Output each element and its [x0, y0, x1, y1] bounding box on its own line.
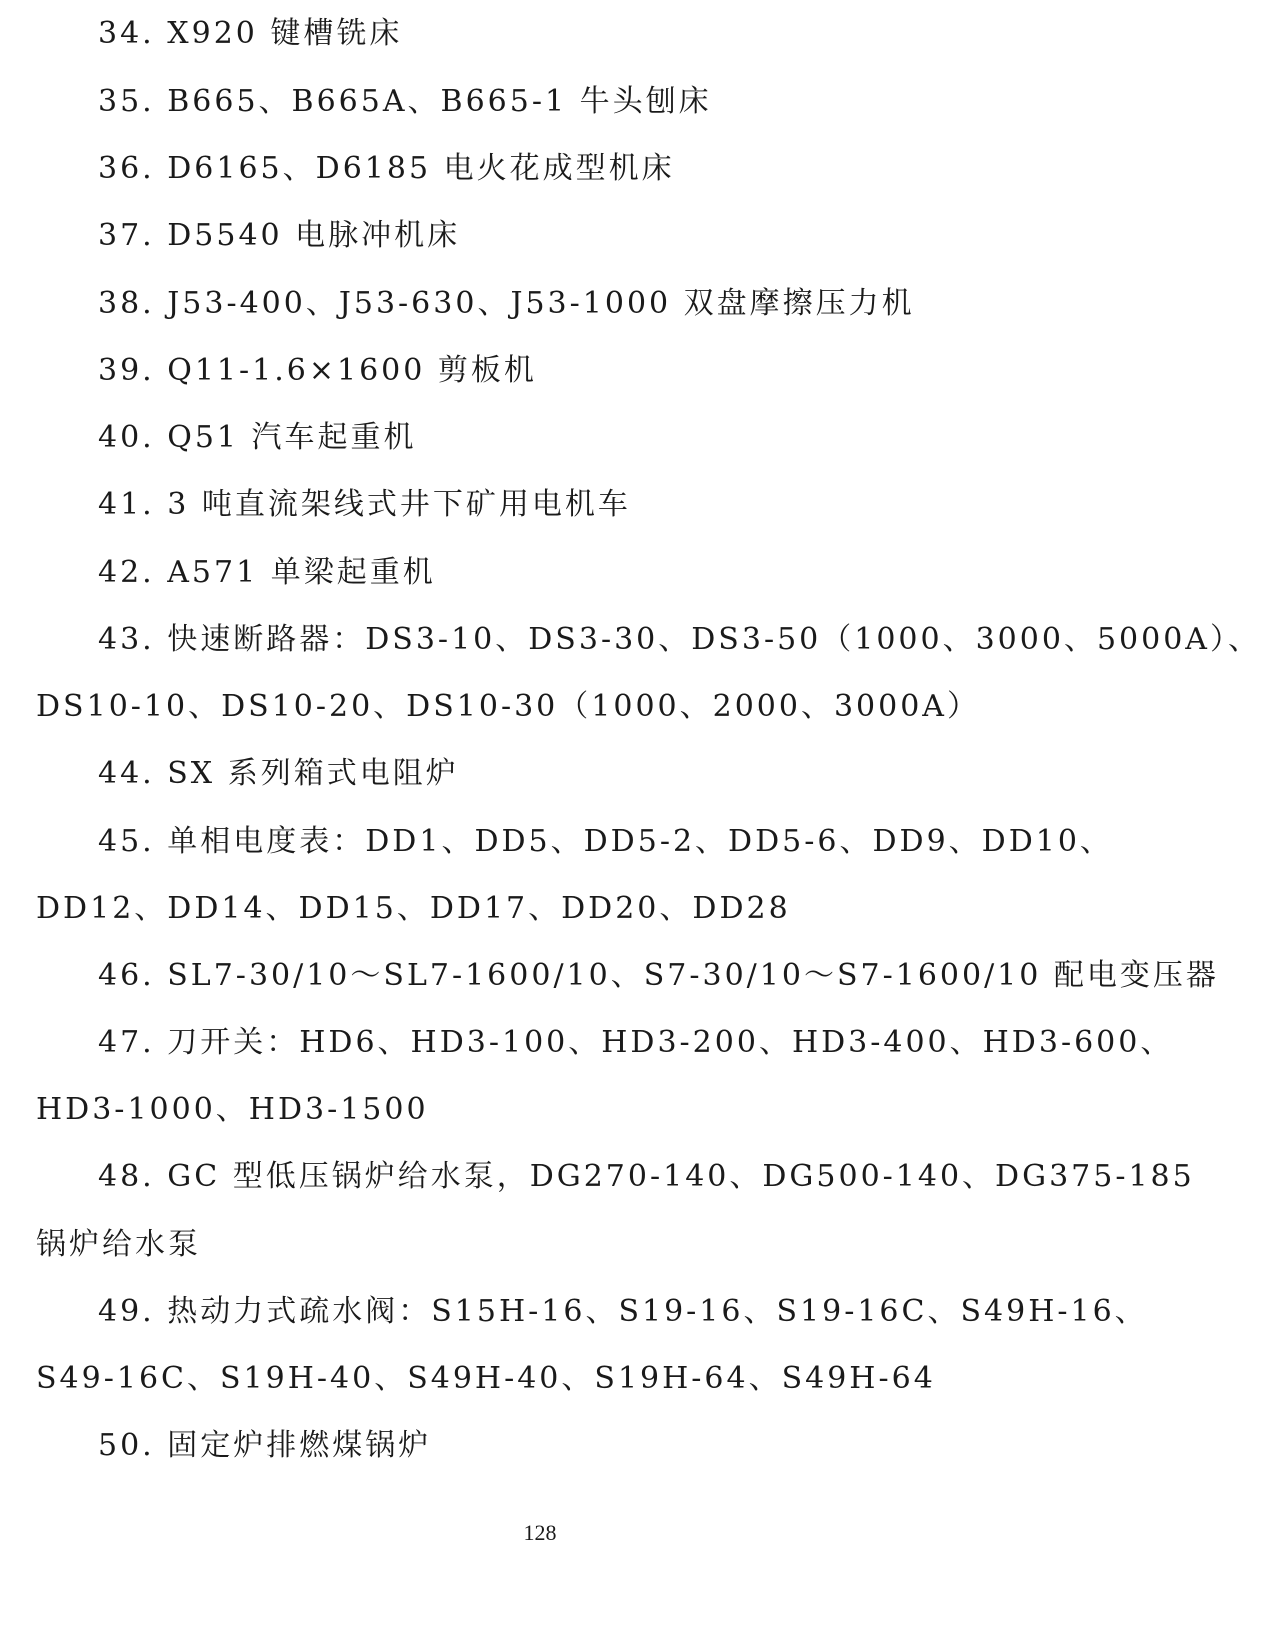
list-item-35: 35. B665、B665A、B665-1 牛头刨床: [98, 84, 712, 119]
list-item-38: 38. J53-400、J53-630、J53-1000 双盘摩擦压力机: [98, 286, 915, 321]
list-item-39: 39. Q11-1.6×1600 剪板机: [98, 353, 537, 388]
list-item-49-continued: S49-16C、S19H-40、S49H-40、S19H-64、S49H-64: [36, 1361, 936, 1396]
list-item-46: 46. SL7-30/10～SL7-1600/10、S7-30/10～S7-1600/10 配电变压器: [98, 958, 1219, 993]
page-number: 128: [523, 1520, 557, 1545]
list-item-41: 41. 3 吨直流架线式井下矿用电机车: [98, 487, 631, 522]
list-item-47-continued: HD3-1000、HD3-1500: [36, 1092, 429, 1127]
list-item-34: 34. X920 键槽铣床: [98, 16, 403, 51]
list-item-37: 37. D5540 电脉冲机床: [98, 218, 461, 253]
list-item-36: 36. D6165、D6185 电火花成型机床: [98, 151, 675, 186]
list-item-45: 45. 单相电度表：DD1、DD5、DD5-2、DD5-6、DD9、DD10、: [98, 824, 1113, 859]
list-item-45-continued: DD12、DD14、DD15、DD17、DD20、DD28: [36, 891, 791, 926]
list-item-40: 40. Q51 汽车起重机: [98, 420, 417, 455]
list-item-48-continued: 锅炉给水泵: [36, 1227, 201, 1262]
list-item-50: 50. 固定炉排燃煤锅炉: [98, 1428, 432, 1463]
list-item-42: 42. A571 单梁起重机: [98, 555, 436, 590]
list-item-44: 44. SX 系列箱式电阻炉: [98, 756, 459, 791]
list-item-47: 47. 刀开关：HD6、HD3-100、HD3-200、HD3-400、HD3-600、: [98, 1025, 1174, 1060]
list-item-49: 49. 热动力式疏水阀：S15H-16、S19-16、S19-16C、S49H-16、: [98, 1294, 1148, 1329]
list-item-48: 48. GC 型低压锅炉给水泵，DG270-140、DG500-140、DG375-185: [98, 1159, 1195, 1194]
list-item-43-continued: DS10-10、DS10-20、DS10-30（1000、2000、3000A）: [36, 689, 980, 724]
list-item-43: 43. 快速断路器：DS3-10、DS3-30、DS3-50（1000、3000、5000A）、: [98, 622, 1261, 657]
